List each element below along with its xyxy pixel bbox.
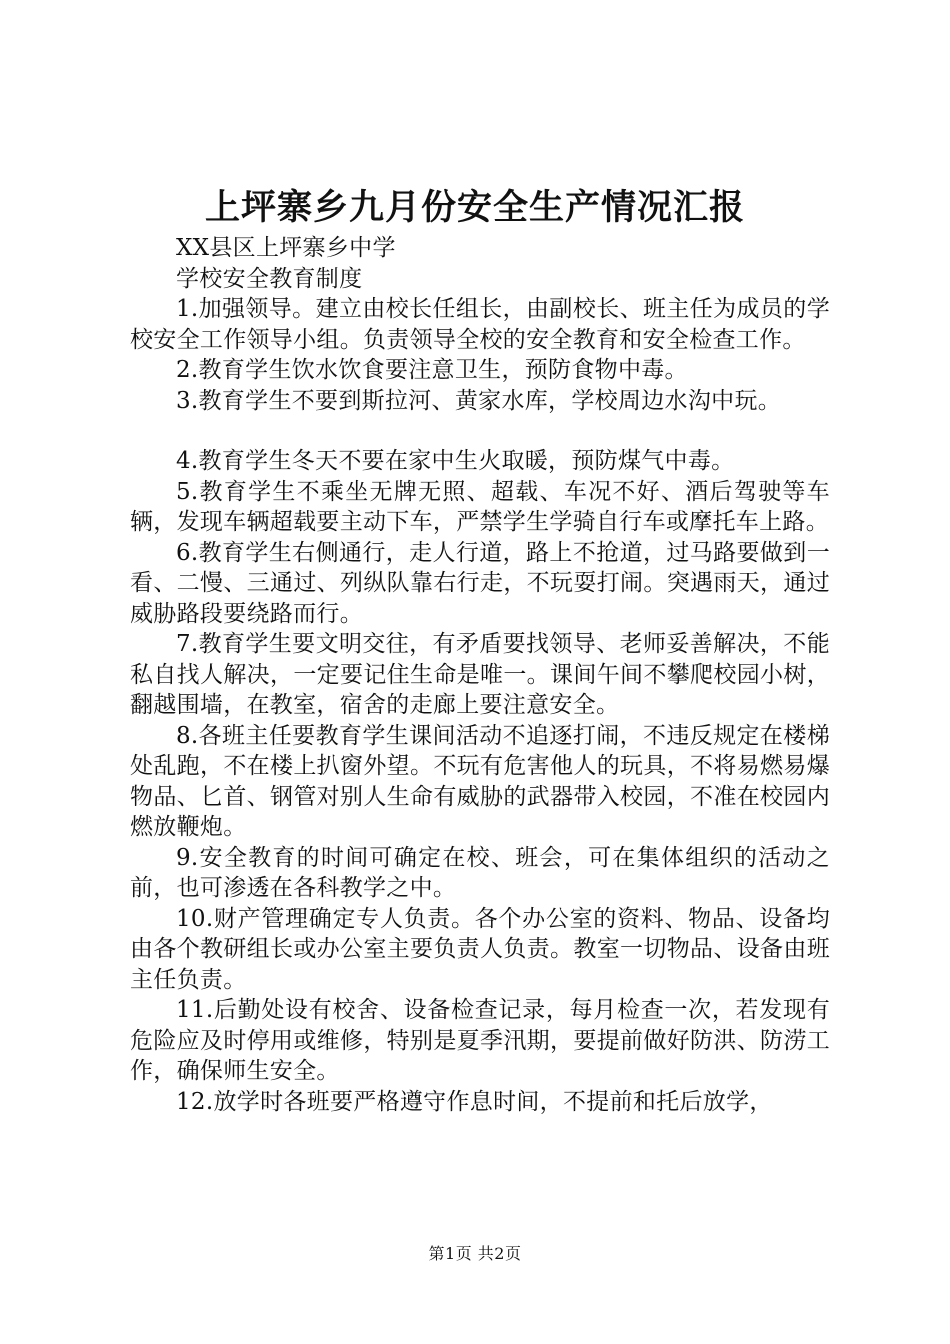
rule-item-3: 3.教育学生不要到斯拉河、黄家水库，学校周边水沟中玩。 xyxy=(176,387,782,414)
rule-item-5: 5.教育学生不乘坐无牌无照、超载、车况不好、酒后驾驶等车辆，发现车辆超载要主动下车，严禁学生学骑自行车或摩托车上路。 xyxy=(130,478,830,535)
rule-item-7: 7.教育学生要文明交往，有矛盾要找领导、老师妥善解决，不能私自找人解决，一定要记住生命是唯一。课间午间不攀爬校园小树，翻越围墙，在教室，宿舍的走廊上要注意安全。 xyxy=(130,631,830,718)
rule-item-8: 8.各班主任要教育学生课间活动不追逐打闹，不违反规定在楼梯处乱跑，不在楼上扒窗外望。不玩有危害他人的玩具，不将易燃易爆物品、匕首、钢管对别人生命有威胁的武器带入校园，不准在校园内燃放鞭炮。 xyxy=(130,722,830,840)
rule-item-11: 11.后勤处设有校舍、设备检查记录，每月检查一次，若发现有危险应及时停用或维修，特别是夏季汛期，要提前做好防洪、防涝工作，确保师生安全。 xyxy=(130,997,830,1084)
rule-item-6: 6.教育学生右侧通行，走人行道，路上不抢道，过马路要做到一看、二慢、三通过、列纵队靠右行走，不玩耍打闹。突遇雨天，通过威胁路段要绕路而行。 xyxy=(130,539,830,627)
section-heading: 学校安全教育制度 xyxy=(176,265,363,292)
school-name-line: XX县区上坪寨乡中学 xyxy=(176,235,396,261)
rule-item-4: 4.教育学生冬天不要在家中生火取暖，预防煤气中毒。 xyxy=(176,448,735,474)
rule-item-12: 12.放学时各班要严格遵守作息时间，不提前和托后放学， xyxy=(176,1088,773,1115)
rule-item-9: 9.安全教育的时间可确定在校、班会，可在集体组织的活动之前，也可渗透在各科教学之中。 xyxy=(130,844,830,901)
rule-item-1: 1.加强领导。建立由校长任组长，由副校长、班主任为成员的学校安全工作领导小组。负责领导全校的安全教育和安全检查工作。 xyxy=(130,296,830,353)
page-footer: 第1页 共2页 xyxy=(428,1244,522,1263)
rule-item-10: 10.财产管理确定专人负责。各个办公室的资料、物品、设备均由各个教研组长或办公室主要负责人负责。教室一切物品、设备由班主任负责。 xyxy=(130,905,830,993)
rule-item-2: 2.教育学生饮水饮食要注意卫生，预防食物中毒。 xyxy=(176,357,688,383)
document-body xyxy=(130,233,830,1117)
document-title: 上坪寨乡九月份安全生产情况汇报 xyxy=(204,187,745,228)
